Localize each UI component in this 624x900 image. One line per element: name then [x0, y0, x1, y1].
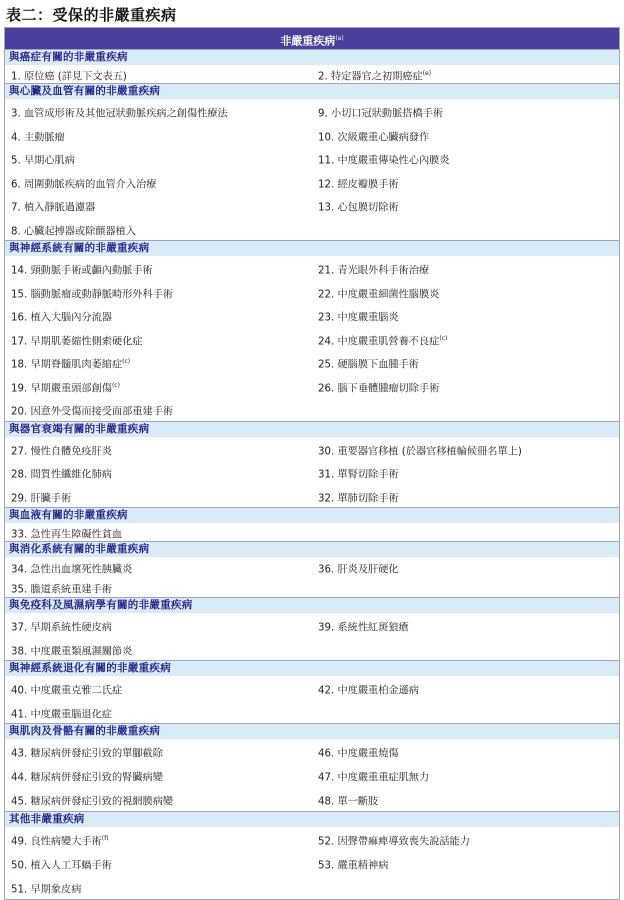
illness-text: 32. 單肺切除手術	[318, 492, 399, 504]
section-title: 與肌肉及骨骼有關的非嚴重疾病	[5, 724, 619, 739]
section	[5, 49, 619, 83]
illness-item	[5, 146, 312, 170]
section-title: 與消化系統有關的非嚴重疾病	[5, 542, 619, 557]
illness-item	[312, 700, 619, 724]
illness-item	[312, 577, 619, 597]
illness-text: 25. 硬腦膜下血腫手術	[318, 359, 419, 371]
illness-item	[312, 851, 619, 875]
illness-item	[5, 613, 312, 637]
illness-text: 33. 急性再生障礙性貧血	[11, 529, 123, 541]
header-label: 非嚴重疾病	[280, 34, 336, 48]
illness-text: 44. 糖尿病併發症引致的腎臟病變	[11, 772, 163, 784]
table-row	[5, 613, 619, 637]
illness-text: 42. 中度嚴重柏金遜病	[318, 685, 419, 697]
table-row	[5, 123, 619, 147]
footnote-mark: (c)	[122, 358, 131, 365]
illness-item	[312, 875, 619, 899]
illness-item	[5, 65, 312, 83]
illness-text: 10. 次級嚴重心臟病發作	[318, 131, 430, 143]
illness-text: 16. 植入大腦內分流器	[11, 312, 112, 324]
section	[5, 541, 619, 597]
illness-item	[312, 397, 619, 421]
illness-item	[5, 327, 312, 351]
table-row	[5, 437, 619, 461]
illness-item	[5, 700, 312, 724]
table-row	[5, 280, 619, 304]
table-row	[5, 374, 619, 398]
illness-item	[5, 217, 312, 241]
table-header	[5, 28, 619, 49]
illness-item	[312, 65, 619, 83]
illness-table	[4, 27, 620, 900]
illness-item	[5, 256, 312, 280]
section	[5, 507, 619, 541]
illness-item	[312, 460, 619, 484]
illness-text: 12. 經皮瓣膜手術	[318, 178, 399, 190]
illness-text: 26. 腦下垂體腫瘤切除手術	[318, 382, 440, 394]
illness-text: 27. 慢性自體免疫肝炎	[11, 445, 112, 457]
section	[5, 597, 619, 660]
section-title: 與器官衰竭有關的非嚴重疾病	[5, 422, 619, 437]
illness-text: 37. 早期系統性硬皮病	[11, 622, 112, 634]
table-row	[5, 65, 619, 83]
illness-text: 31. 單腎切除手術	[318, 469, 399, 481]
illness-item	[312, 613, 619, 637]
illness-text: 30. 重要器官移植 (於器官移植輪候冊名單上)	[318, 445, 522, 457]
illness-item	[5, 739, 312, 763]
footnote-mark: (c)	[111, 381, 120, 389]
illness-item	[5, 280, 312, 304]
table-row	[5, 146, 619, 170]
illness-item	[5, 523, 312, 541]
illness-text: 48. 單一斷肢	[318, 796, 379, 808]
illness-text: 8. 心臟起搏器或除顫器植入	[11, 225, 137, 237]
illness-item	[5, 437, 312, 461]
illness-text: 5. 早期心肌病	[11, 155, 75, 167]
illness-text: 20. 因意外受傷而接受面部重建手術	[11, 406, 174, 418]
illness-item	[312, 170, 619, 194]
illness-item	[5, 676, 312, 700]
illness-text: 49. 良性病變大手術	[11, 836, 102, 848]
table-row	[5, 217, 619, 241]
illness-text: 15. 腦動脈瘤或動靜脈畸形外科手術	[11, 288, 174, 300]
section	[5, 421, 619, 508]
illness-text: 6. 周圍動脈疾病的血管介入治療	[11, 178, 157, 190]
page-title: 表二：受保的非嚴重疾病	[6, 6, 177, 24]
table-row	[5, 739, 619, 763]
table-row	[5, 700, 619, 724]
illness-text: 39. 系統性紅斑狼瘡	[318, 622, 409, 634]
section	[5, 240, 619, 421]
illness-text: 1. 原位癌 (詳見下文表五)	[11, 71, 127, 83]
table-row	[5, 523, 619, 541]
illness-item	[5, 557, 312, 577]
illness-item	[5, 851, 312, 875]
footnote-mark: (f)	[101, 835, 109, 842]
header-note: (a)	[335, 35, 344, 42]
illness-item	[5, 875, 312, 899]
illness-item	[312, 350, 619, 374]
illness-text: 24. 中度嚴重肌營養不良症	[318, 335, 440, 347]
table-row	[5, 99, 619, 123]
illness-item	[5, 577, 312, 597]
table-row	[5, 851, 619, 875]
illness-item	[312, 146, 619, 170]
illness-text: 45. 糖尿病併發症引致的視網膜病變	[11, 796, 174, 808]
illness-item	[5, 763, 312, 787]
illness-item	[5, 374, 312, 398]
table-row	[5, 875, 619, 899]
table-row	[5, 193, 619, 217]
illness-item	[5, 193, 312, 217]
illness-item	[5, 637, 312, 661]
table-row	[5, 484, 619, 508]
table-row	[5, 676, 619, 700]
illness-item	[312, 256, 619, 280]
illness-item	[5, 123, 312, 147]
section	[5, 811, 619, 899]
illness-item	[5, 787, 312, 811]
illness-item	[312, 763, 619, 787]
table-body	[5, 49, 619, 899]
illness-text: 47. 中度嚴重重症肌無力	[318, 772, 430, 784]
table-row	[5, 303, 619, 327]
illness-item	[312, 303, 619, 327]
illness-text: 2. 特定器官之初期癌症	[318, 71, 423, 83]
section-title: 其他非嚴重疾病	[5, 812, 619, 827]
table-row	[5, 256, 619, 280]
table-row	[5, 557, 619, 577]
illness-item	[312, 327, 619, 351]
table-row	[5, 350, 619, 374]
illness-item	[312, 99, 619, 123]
illness-item	[5, 460, 312, 484]
table-row	[5, 327, 619, 351]
table-row	[5, 787, 619, 811]
illness-text: 22. 中度嚴重細菌性腦膜炎	[318, 288, 440, 300]
section-title: 與心臟及血管有關的非嚴重疾病	[5, 84, 619, 99]
section	[5, 723, 619, 811]
table-row	[5, 460, 619, 484]
illness-text: 41. 中度嚴重腦退化症	[11, 708, 112, 720]
illness-item	[312, 827, 619, 851]
section-title: 與神經系統退化有關的非嚴重疾病	[5, 661, 619, 676]
illness-text: 46. 中度嚴重燒傷	[318, 748, 399, 760]
table-row	[5, 170, 619, 194]
illness-item	[312, 557, 619, 577]
table-row	[5, 827, 619, 851]
table-row	[5, 763, 619, 787]
illness-text: 18. 早期脊髓肌肉萎縮症	[11, 359, 123, 371]
illness-text: 52. 因聲帶痲痺導致喪失說話能力	[318, 836, 470, 848]
footnote-mark: (c)	[439, 334, 448, 342]
illness-text: 11. 中度嚴重傳染性心內膜炎	[318, 155, 450, 167]
illness-text: 28. 間質性纖維化肺病	[11, 469, 112, 481]
illness-item	[312, 374, 619, 398]
illness-item	[5, 170, 312, 194]
illness-text: 53. 嚴重精神病	[318, 860, 389, 872]
table-row	[5, 637, 619, 661]
illness-item	[312, 123, 619, 147]
section	[5, 660, 619, 723]
illness-text: 13. 心包膜切除術	[318, 202, 399, 214]
illness-text: 4. 主動脈瘤	[11, 131, 65, 143]
illness-item	[312, 437, 619, 461]
illness-item	[312, 484, 619, 508]
illness-item	[5, 303, 312, 327]
illness-item	[5, 397, 312, 421]
illness-item	[5, 99, 312, 123]
illness-item	[5, 484, 312, 508]
illness-text: 43. 糖尿病併發症引致的單腳截除	[11, 748, 163, 760]
illness-text: 23. 中度嚴重腦炎	[318, 312, 399, 324]
illness-item	[312, 739, 619, 763]
illness-text: 21. 青光眼外科手術治療	[318, 265, 430, 277]
section-title: 與血液有關的非嚴重疾病	[5, 508, 619, 523]
illness-item	[312, 280, 619, 304]
section-title: 與癌症有關的非嚴重疾病	[5, 50, 619, 65]
illness-text: 38. 中度嚴重類風濕關節炎	[11, 645, 133, 657]
illness-text: 3. 血管成形術及其他冠狀動脈疾病之創傷性療法	[11, 108, 228, 120]
section	[5, 83, 619, 240]
illness-item	[312, 193, 619, 217]
illness-item	[312, 676, 619, 700]
illness-item	[5, 827, 312, 851]
illness-text: 17. 早期肌萎縮性側索硬化症	[11, 335, 143, 347]
illness-text: 9. 小切口冠狀動脈搭橋手術	[318, 108, 444, 120]
illness-item	[5, 350, 312, 374]
illness-text: 7. 植入靜脈過濾器	[11, 202, 96, 214]
section-title: 與免疫科及風濕病學有關的非嚴重疾病	[5, 598, 619, 613]
illness-item	[312, 787, 619, 811]
illness-text: 50. 植入人工耳蝸手術	[11, 860, 112, 872]
illness-item	[312, 637, 619, 661]
table-row	[5, 577, 619, 597]
illness-text: 14. 頸動脈手術或顱內動脈手術	[11, 265, 153, 277]
illness-text: 29. 肝臟手術	[11, 492, 72, 504]
illness-text: 51. 早期象皮病	[11, 884, 82, 896]
table-row	[5, 397, 619, 421]
illness-text: 36. 肝炎及肝硬化	[318, 564, 399, 576]
footnote-mark: (e)	[422, 70, 432, 77]
illness-item	[312, 523, 619, 541]
illness-text: 40. 中度嚴重克雅二氏症	[11, 685, 123, 697]
section-title: 與神經系統有關的非嚴重疾病	[5, 241, 619, 256]
illness-text: 35. 膽道系統重建手術	[11, 584, 112, 596]
illness-item	[312, 217, 619, 241]
illness-text: 34. 急性出血壞死性胰臟炎	[11, 564, 133, 576]
illness-text: 19. 早期嚴重頭部創傷	[11, 382, 112, 394]
